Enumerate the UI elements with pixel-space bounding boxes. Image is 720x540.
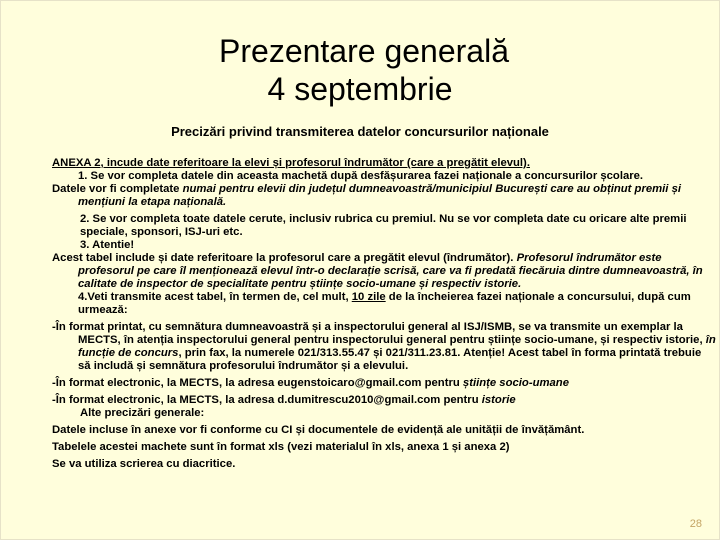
slide-title-line2: 4 septembrie: [267, 71, 453, 107]
datele-paragraph: [52, 183, 716, 209]
tabelele: Tabelele acestei machete sunt în format xls (vezi materialul în xls, anexa 1 și anexa 2): [52, 441, 510, 453]
print-italic: în funcție de concurs: [78, 334, 716, 359]
item-1: 1. Se vor completa datele din aceasta machetă după desfășurarea fazei naționale a concursurilor școlare.: [78, 170, 644, 182]
slide-title-line1: Prezentare generală: [219, 33, 509, 69]
slide-body: [52, 157, 716, 471]
print-tail: , prin fax, la numerele 021/313.55.47 și 021/311.23.81. Atenție! Acest tabel în forma printată trebuie să includă și semnătura profesorului îndrumător și a elevului.: [78, 347, 702, 372]
electronic-1-italic: științe socio-umane: [462, 377, 569, 389]
item-4: [52, 291, 716, 317]
print-paragraph: [52, 321, 716, 373]
anexa-paragraph: [52, 157, 716, 170]
item-4-lead: 4.Veti transmite acest tabel, în termen de, cel mult,: [78, 291, 352, 303]
scriere-diacritice: Se va utiliza scrierea cu diacritice.: [52, 458, 236, 470]
anexa-text: ANEXA 2, incude date referitoare la elevi și profesorul îndrumător (care a pregătit elevul).: [52, 157, 530, 169]
slide-subtitle: Precizări privind transmiterea datelor concursurilor naționale: [171, 124, 549, 139]
page-number: 28: [689, 518, 702, 530]
acest-lead: Acest tabel include și date referitoare la profesorul care a pregătit elevul (îndrumător).: [52, 252, 517, 264]
datele-italic: numai pentru elevii din județul dumneavoastră/municipiul București care au obținut premii și mențiuni la etapa națională.: [78, 183, 682, 208]
acest-paragraph: [52, 252, 716, 291]
print-lead: -În format printat, cu semnătura dumneavoastră și a inspectorului general al ISJ/ISMB, se va transmite un exemplar la MECTS, în atenția inspectorului general pentru inspectorului general pentru științe socio-umane, și respectiv istorie,: [52, 321, 706, 346]
electronic-1-lead: -În format electronic, la MECTS, la adresa eugenstoicaro@gmail.com pentru: [52, 377, 463, 389]
alte-precizari: Alte precizări generale:: [80, 407, 205, 419]
item-4-deadline: 10 zile: [351, 291, 386, 303]
item-3: 3. Atentie!: [80, 239, 135, 251]
item-4-tail: de la încheierea fazei naționale a concursului, după cum urmează:: [78, 291, 691, 316]
electronic-1: [52, 377, 716, 390]
item-2: 2. Se vor completa toate datele cerute, inclusiv rubrica cu premiul. Nu se vor completa date cu oricare alte premii speciale, sponsori, ISJ-uri etc.: [80, 213, 687, 238]
date-incluse: Datele incluse în anexe vor fi conforme cu CI și documentele de evidență ale unității de învățământ.: [52, 424, 585, 436]
electronic-2: [52, 394, 716, 407]
electronic-2-lead: -În format electronic, la MECTS, la adresa d.dumitrescu2010@gmail.com pentru: [52, 394, 482, 406]
datele-lead: Datele vor fi completate: [52, 183, 183, 195]
acest-italic: Profesorul îndrumător este profesorul pe care îl menționează elevul într-o declarație scrisă, care va fi predată fiecăruia dintre dumneavoastră, în calitate de inspector de specialitate pentru științe socio-umane și respectiv istorie.: [78, 252, 703, 290]
electronic-2-italic: istorie: [481, 394, 516, 406]
